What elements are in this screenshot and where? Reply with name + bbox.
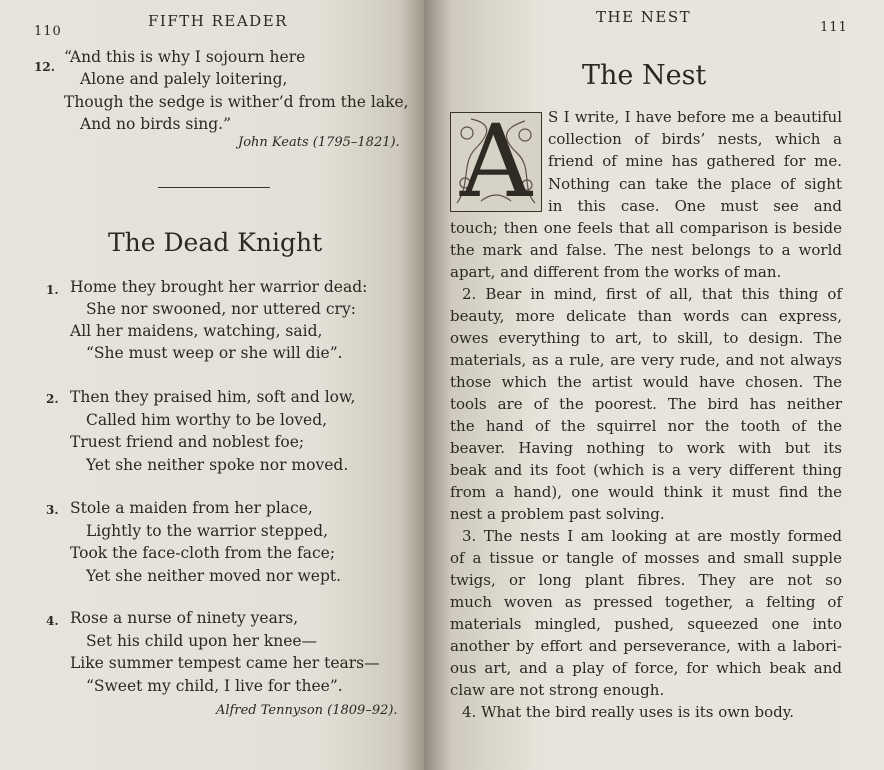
poem-line: Then they praised him, soft and low, (70, 388, 356, 406)
section-divider (158, 187, 270, 188)
ornamental-drop-cap (450, 103, 542, 220)
text-line: ous art, and a play of force, for which beak and (450, 659, 842, 677)
running-head-right: THE NEST (596, 8, 692, 26)
poem-line: “She must weep or she will die”. (86, 344, 343, 362)
stanza-number: 3. (46, 503, 59, 517)
poem-line: Like summer tempest came her tears— (70, 654, 380, 672)
text-line: beak and its foot (which is a very different thing (450, 461, 842, 479)
text-line: 4. What the bird really uses is its own body. (462, 703, 795, 721)
text-line: 3. The nests I am looking at are mostly formed (462, 527, 842, 545)
poem-line: Took the face-cloth from the face; (70, 544, 336, 562)
poem-line: Yet she neither moved nor wept. (86, 567, 342, 585)
text-line: twigs, or long plant fibres. They are not so (450, 571, 842, 589)
text-line: beauty, more delicate than words can express, (450, 307, 842, 325)
chapter-title: The Nest (582, 60, 707, 91)
poem-line: Lightly to the warrior stepped, (86, 522, 328, 540)
running-head-left: FIFTH READER (148, 12, 288, 30)
text-line: materials, as a rule, are very rude, and not always (450, 351, 842, 369)
poem-line: Home they brought her warrior dead: (70, 278, 368, 296)
text-line: Nothing can take the place of sight (548, 175, 842, 193)
text-line: tools are of the poorest. The bird has neither (450, 395, 842, 413)
text-line: those which the artist would have chosen. The (450, 373, 842, 391)
stanza-number: 12. (34, 60, 55, 74)
text-line: nest a problem past solving. (450, 505, 665, 523)
text-line: friend of mine has gathered for me. (548, 152, 842, 170)
poem-line: Yet she neither spoke nor moved. (86, 456, 349, 474)
poem-title: The Dead Knight (108, 228, 323, 257)
text-line: much woven as pressed together, a felting of (450, 593, 842, 611)
stanza-number: 4. (46, 614, 59, 628)
text-line: collection of birds’ nests, which a (548, 130, 842, 148)
poem-line: Stole a maiden from her place, (70, 499, 313, 517)
poem-line: Called him worthy to be loved, (86, 411, 328, 429)
attribution-keats: John Keats (1795–1821). (238, 135, 400, 150)
poem-line: And no birds sing.” (80, 115, 232, 133)
poem-line: Alone and palely loitering, (80, 70, 288, 88)
text-line: 2. Bear in mind, first of all, that this thing of (462, 285, 842, 303)
poem-line: Truest friend and noblest foe; (70, 433, 305, 451)
poem-line: All her maidens, watching, said, (70, 322, 323, 340)
poem-line: “Sweet my child, I live for thee”. (86, 677, 343, 695)
text-line: from a hand), one would think it must find the (450, 483, 842, 501)
left-page (0, 0, 424, 770)
stanza-number: 1. (46, 283, 59, 297)
text-line: apart, and different from the works of man. (450, 263, 782, 281)
poem-line: “And this is why I sojourn here (64, 48, 306, 66)
text-line: claw are not strong enough. (450, 681, 665, 699)
poem-line: Rose a nurse of ninety years, (70, 609, 299, 627)
text-line: touch; then one feels that all comparison is beside (450, 219, 842, 237)
page-number-right: 111 (820, 20, 848, 35)
text-line: in this case. One must see and (548, 197, 842, 215)
poem-line: Though the sedge is wither’d from the lake, (64, 93, 409, 111)
text-line: of a tissue or tangle of mosses and small supple (450, 549, 842, 567)
page-number-left: 110 (34, 24, 62, 39)
attribution-tennyson: Alfred Tennyson (1809–92). (216, 703, 398, 718)
text-line: materials mingled, pushed, squeezed one into (450, 615, 842, 633)
drop-cap-letter: A (459, 103, 533, 220)
text-line: S I write, I have before me a beautiful (548, 108, 842, 126)
poem-line: She nor swooned, nor uttered cry: (86, 300, 356, 318)
text-line: beaver. Having nothing to work with but its (450, 439, 842, 457)
poem-line: Set his child upon her knee— (86, 632, 318, 650)
text-line: the hand of the squirrel nor the tooth of the (450, 417, 842, 435)
text-line: the mark and false. The nest belongs to a world (450, 241, 842, 259)
text-line: owes everything to art, to skill, to design. The (450, 329, 842, 347)
stanza-number: 2. (46, 392, 59, 406)
text-line: another by effort and perseverance, with a labori- (450, 637, 842, 655)
